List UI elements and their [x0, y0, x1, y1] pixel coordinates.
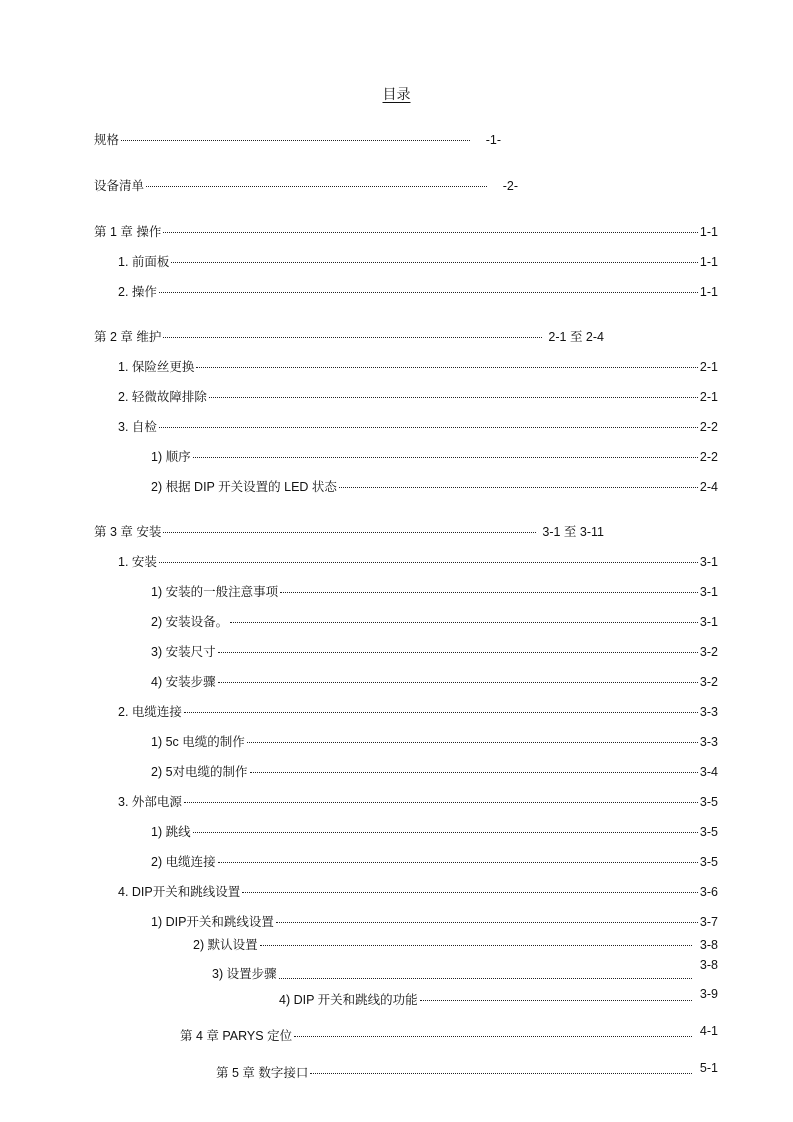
toc-entry-5-pair-cable[interactable]: [151, 762, 718, 780]
dot-leader: [218, 861, 698, 863]
toc-entry-page: 2-1: [699, 360, 718, 374]
toc-entry-page: 4-1: [699, 1024, 718, 1038]
toc-entry-label: 3. 外部电源: [118, 795, 182, 809]
toc-entry-install-steps[interactable]: [151, 672, 718, 690]
toc-entry-page: 3-9: [699, 987, 718, 1001]
toc-entry-label: 第 1 章 操作: [94, 225, 162, 239]
dot-leader: [242, 891, 698, 893]
toc-entry-cable-connection[interactable]: [118, 702, 718, 720]
toc-entry-label: 3. 自检: [118, 420, 157, 434]
toc-entry-chapter-4[interactable]: [180, 1026, 718, 1044]
toc-entry-page: 3-5: [699, 795, 718, 809]
toc-entry-chapter-2[interactable]: [94, 327, 604, 345]
toc-entry-page: 3-7: [699, 915, 718, 929]
toc-entry-setting-steps[interactable]: [212, 958, 718, 982]
toc-entry-fuse-replacement[interactable]: [118, 357, 718, 375]
dot-leader: [310, 1072, 692, 1074]
toc-entry-label: 1. 安装: [118, 555, 157, 569]
toc-entry-chapter-5[interactable]: [216, 1063, 718, 1081]
toc-entry-equipment-list[interactable]: [94, 176, 518, 194]
toc-entry-page: 3-3: [699, 735, 718, 749]
toc-entry-label: 2) 默认设置: [193, 938, 258, 952]
toc-entry-page: 2-1 至 2-4: [548, 330, 604, 344]
toc-entry-label: 1. 保险丝更换: [118, 360, 195, 374]
toc-entry-label: 1) 跳线: [151, 825, 191, 839]
toc-entry-self-test[interactable]: [118, 417, 718, 435]
dot-leader: [339, 486, 698, 488]
dot-leader: [146, 185, 487, 187]
dot-leader: [193, 831, 698, 833]
dot-leader: [163, 336, 542, 338]
toc-entry-troubleshooting[interactable]: [118, 387, 718, 405]
toc-entry-label: 4) DIP 开关和跳线的功能: [279, 993, 418, 1007]
toc-entry-label: 4) 安装步骤: [151, 675, 216, 689]
toc-entry-installation[interactable]: [118, 552, 718, 570]
toc-entry-label: 2) 根据 DIP 开关设置的 LED 状态: [151, 480, 337, 494]
toc-entry-page: 3-1: [699, 585, 718, 599]
toc-entry-page: 2-1: [699, 390, 718, 404]
toc-entry-label: 第 4 章 PARYS 定位: [180, 1029, 293, 1043]
dot-leader: [196, 366, 698, 368]
dot-leader: [159, 561, 698, 563]
dot-leader: [250, 771, 698, 773]
dot-leader: [260, 944, 692, 946]
toc-entry-label: 2) 电缆连接: [151, 855, 216, 869]
toc-entry-page: 2-2: [699, 450, 718, 464]
dot-leader: [420, 999, 692, 1001]
toc-entry-page: 3-2: [699, 675, 718, 689]
toc-entry-page: 3-3: [699, 705, 718, 719]
toc-entry-front-panel[interactable]: [118, 252, 718, 270]
toc-entry-page: 3-1: [699, 555, 718, 569]
toc-entry-page: 3-1 至 3-11: [542, 525, 604, 539]
dot-leader: [184, 801, 698, 803]
dot-leader: [218, 651, 698, 653]
dot-leader: [159, 291, 698, 293]
toc-entry-label: 第 3 章 安装: [94, 525, 162, 539]
toc-entry-label: 2. 轻微故障排除: [118, 390, 207, 404]
toc-entry-label: 4. DIP开关和跳线设置: [118, 885, 241, 899]
toc-entry-page: 1-1: [699, 285, 718, 299]
toc-entry-page: 3-1: [699, 615, 718, 629]
toc-entry-page: -2-: [502, 179, 518, 193]
toc-entry-page: 3-2: [699, 645, 718, 659]
toc-entry-chapter-3[interactable]: [94, 522, 604, 540]
toc-entry-dip-jumper-settings-sub[interactable]: [151, 912, 718, 930]
dot-leader: [121, 139, 470, 141]
toc-entry-page: 3-6: [699, 885, 718, 899]
dot-leader: [279, 977, 692, 979]
dot-leader: [218, 681, 698, 683]
toc-entry-label: 1) DIP开关和跳线设置: [151, 915, 274, 929]
toc-entry-label: 第 2 章 维护: [94, 330, 162, 344]
toc-entry-label: 3) 安装尺寸: [151, 645, 216, 659]
toc-entry-5c-cable[interactable]: [151, 732, 718, 750]
toc-entry-dip-jumper-functions[interactable]: [279, 987, 718, 1008]
toc-entry-sequence[interactable]: [151, 447, 718, 465]
dot-leader: [163, 231, 698, 233]
toc-entry-page: 1-1: [699, 225, 718, 239]
dot-leader: [171, 261, 698, 263]
dot-leader: [294, 1035, 692, 1037]
toc-entry-install-precautions[interactable]: [151, 582, 718, 600]
toc-entry-dip-jumper-settings[interactable]: [118, 882, 718, 900]
dot-leader: [280, 591, 698, 593]
toc-entry-page: 3-4: [699, 765, 718, 779]
toc-entry-page: 3-5: [699, 855, 718, 869]
toc-entry-label: 2. 操作: [118, 285, 157, 299]
dot-leader: [163, 531, 536, 533]
toc-entry-page: 3-5: [699, 825, 718, 839]
toc-entry-label: 1) 安装的一般注意事项: [151, 585, 279, 599]
toc-entry-label: 1. 前面板: [118, 255, 170, 269]
dot-leader: [230, 621, 698, 623]
toc-entry-led-status[interactable]: [151, 477, 718, 495]
toc-entry-power-cable-connection[interactable]: [151, 852, 718, 870]
toc-entry-page: -1-: [485, 133, 501, 147]
toc-entry-label: 第 5 章 数字接口: [216, 1066, 309, 1080]
toc-entry-page: 3-8: [699, 938, 718, 952]
toc-entry-external-power[interactable]: [118, 792, 718, 810]
dot-leader: [184, 711, 698, 713]
dot-leader: [159, 426, 698, 428]
dot-leader: [276, 921, 698, 923]
toc-entry-label: 2) 安装设备。: [151, 615, 229, 629]
toc-entry-specs[interactable]: [94, 130, 501, 148]
toc-entry-page: 2-2: [699, 420, 718, 434]
toc-entry-label: 规格: [94, 133, 120, 147]
toc-entry-install-dimensions[interactable]: [151, 642, 718, 660]
toc-entry-operation[interactable]: [118, 282, 718, 300]
toc-entry-label: 1) 5c 电缆的制作: [151, 735, 245, 749]
dot-leader: [209, 396, 698, 398]
toc-entry-label: 1) 顺序: [151, 450, 191, 464]
toc-entry-page: 3-8: [699, 958, 718, 972]
toc-entry-page: 1-1: [699, 255, 718, 269]
dot-leader: [193, 456, 698, 458]
toc-entry-label: 设备清单: [94, 179, 145, 193]
toc-entry-label: 2. 电缆连接: [118, 705, 182, 719]
toc-entry-chapter-1[interactable]: [94, 222, 718, 240]
dot-leader: [247, 741, 698, 743]
toc-title: 目录: [382, 86, 411, 102]
toc-entry-install-device[interactable]: [151, 612, 718, 630]
toc-entry-page: 5-1: [699, 1061, 718, 1075]
toc-entry-default-settings[interactable]: [193, 935, 718, 953]
toc-entry-jumper[interactable]: [151, 822, 718, 840]
toc-entry-label: 2) 5对电缆的制作: [151, 765, 248, 779]
toc-entry-page: 2-4: [699, 480, 718, 494]
toc-entry-label: 3) 设置步骤: [212, 967, 277, 981]
